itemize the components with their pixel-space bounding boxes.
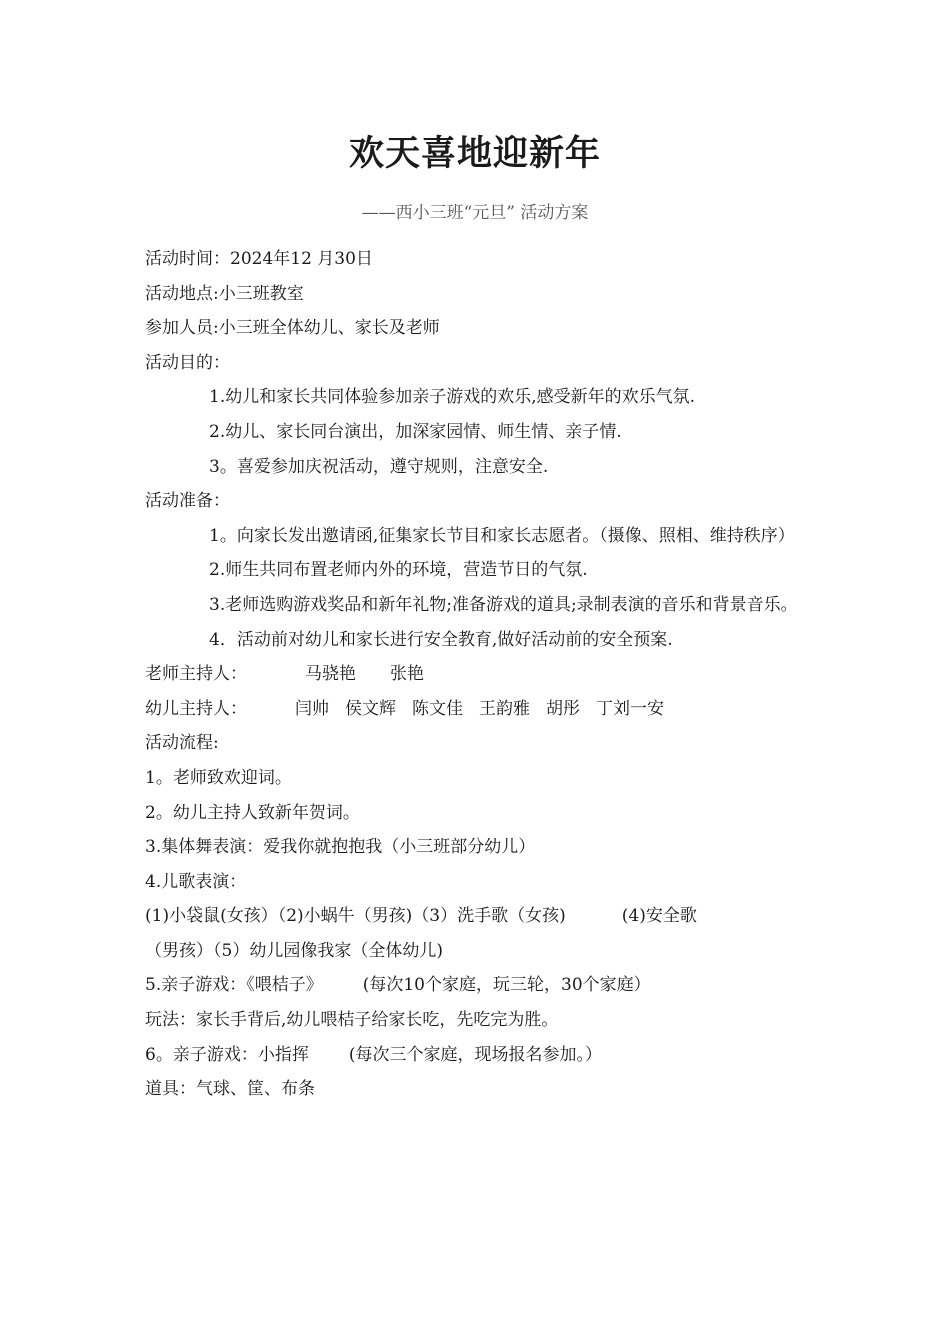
songs-text: (1)小袋鼠(女孩）（2)小蜗牛（男孩)（3）洗手歌（女孩): [145, 906, 566, 927]
activity-participants: 参加人员:小三班全体幼儿、家长及老师: [145, 318, 440, 339]
game-line: [145, 968, 810, 1003]
game-rule: 玩法：家长手背后,幼儿喂桔子给家长吃，先吃完为胜。: [145, 1010, 559, 1031]
game-note: (每次三个家庭，现场报名参加。）: [348, 1044, 602, 1065]
songs-line: [145, 899, 810, 934]
goals-heading: 活动目的：: [145, 352, 230, 373]
teacher-host-name: 张艳: [390, 664, 424, 685]
goal-item: 3。喜爱参加庆祝活动，遵守规则，注意安全.: [209, 456, 549, 477]
teacher-host-name: 马骁艳: [305, 664, 356, 685]
game-note: (每次10个家庭，玩三轮，30个家庭）: [362, 975, 651, 996]
game-title: 6。亲子游戏：小指挥: [145, 1044, 309, 1065]
flow-heading: 活动流程:: [145, 733, 219, 754]
child-hosts: [145, 692, 810, 727]
teacher-hosts: [145, 657, 810, 692]
flow-item: 3.集体舞表演：爱我你就抱抱我（小三班部分幼儿）: [145, 837, 536, 858]
prep-item: 1。向家长发出邀请函,征集家长节目和家长志愿者。（摄像、照相、维持秩序）: [209, 525, 795, 546]
flow-item: 4.儿歌表演：: [145, 871, 247, 892]
prep-heading: 活动准备：: [145, 491, 230, 512]
prep-item: 2.师生共同布置老师内外的环境，营造节日的气氛.: [209, 560, 588, 581]
prep-item: 4．活动前对幼儿和家长进行安全教育,做好活动前的安全预案.: [209, 629, 673, 650]
flow-item: 2。幼儿主持人致新年贺词。: [145, 802, 360, 823]
activity-location: 活动地点:小三班教室: [145, 283, 304, 304]
child-hosts-label: 幼儿主持人：: [145, 698, 247, 719]
songs-text: (4)安全歌: [621, 906, 697, 927]
goal-item: 2.幼儿、家长同台演出，加深家园情、师生情、亲子情.: [209, 421, 622, 442]
songs-line: （男孩）（5）幼儿园像我家（全体幼儿): [145, 940, 443, 961]
child-host-name: 侯文辉: [345, 698, 396, 719]
game-line: [145, 1038, 810, 1073]
child-host-name: 王韵雅: [479, 698, 530, 719]
flow-item: 1。老师致欢迎词。: [145, 767, 292, 788]
teacher-hosts-label: 老师主持人：: [145, 664, 247, 685]
prep-item: 3.老师选购游戏奖品和新年礼物;准备游戏的道具;录制表演的音乐和背景音乐。: [209, 594, 798, 615]
game-props: 道具：气球、筐、布条: [145, 1079, 315, 1100]
activity-time: 活动时间：2024年12 月30日: [145, 249, 373, 269]
document-title: 欢天喜地迎新年: [348, 133, 601, 174]
child-host-name: 闫帅: [295, 698, 329, 719]
child-host-name: 陈文佳: [412, 698, 463, 719]
child-host-name: 丁刘一安: [596, 698, 664, 719]
document-body: [145, 242, 810, 1107]
document-subtitle: ——西小三班“元旦” 活动方案: [361, 203, 589, 223]
game-title: 5.亲子游戏：《喂桔子》: [145, 975, 323, 996]
goal-item: 1.幼儿和家长共同体验参加亲子游戏的欢乐,感受新年的欢乐气氛.: [209, 387, 696, 408]
child-host-name: 胡彤: [546, 698, 580, 719]
